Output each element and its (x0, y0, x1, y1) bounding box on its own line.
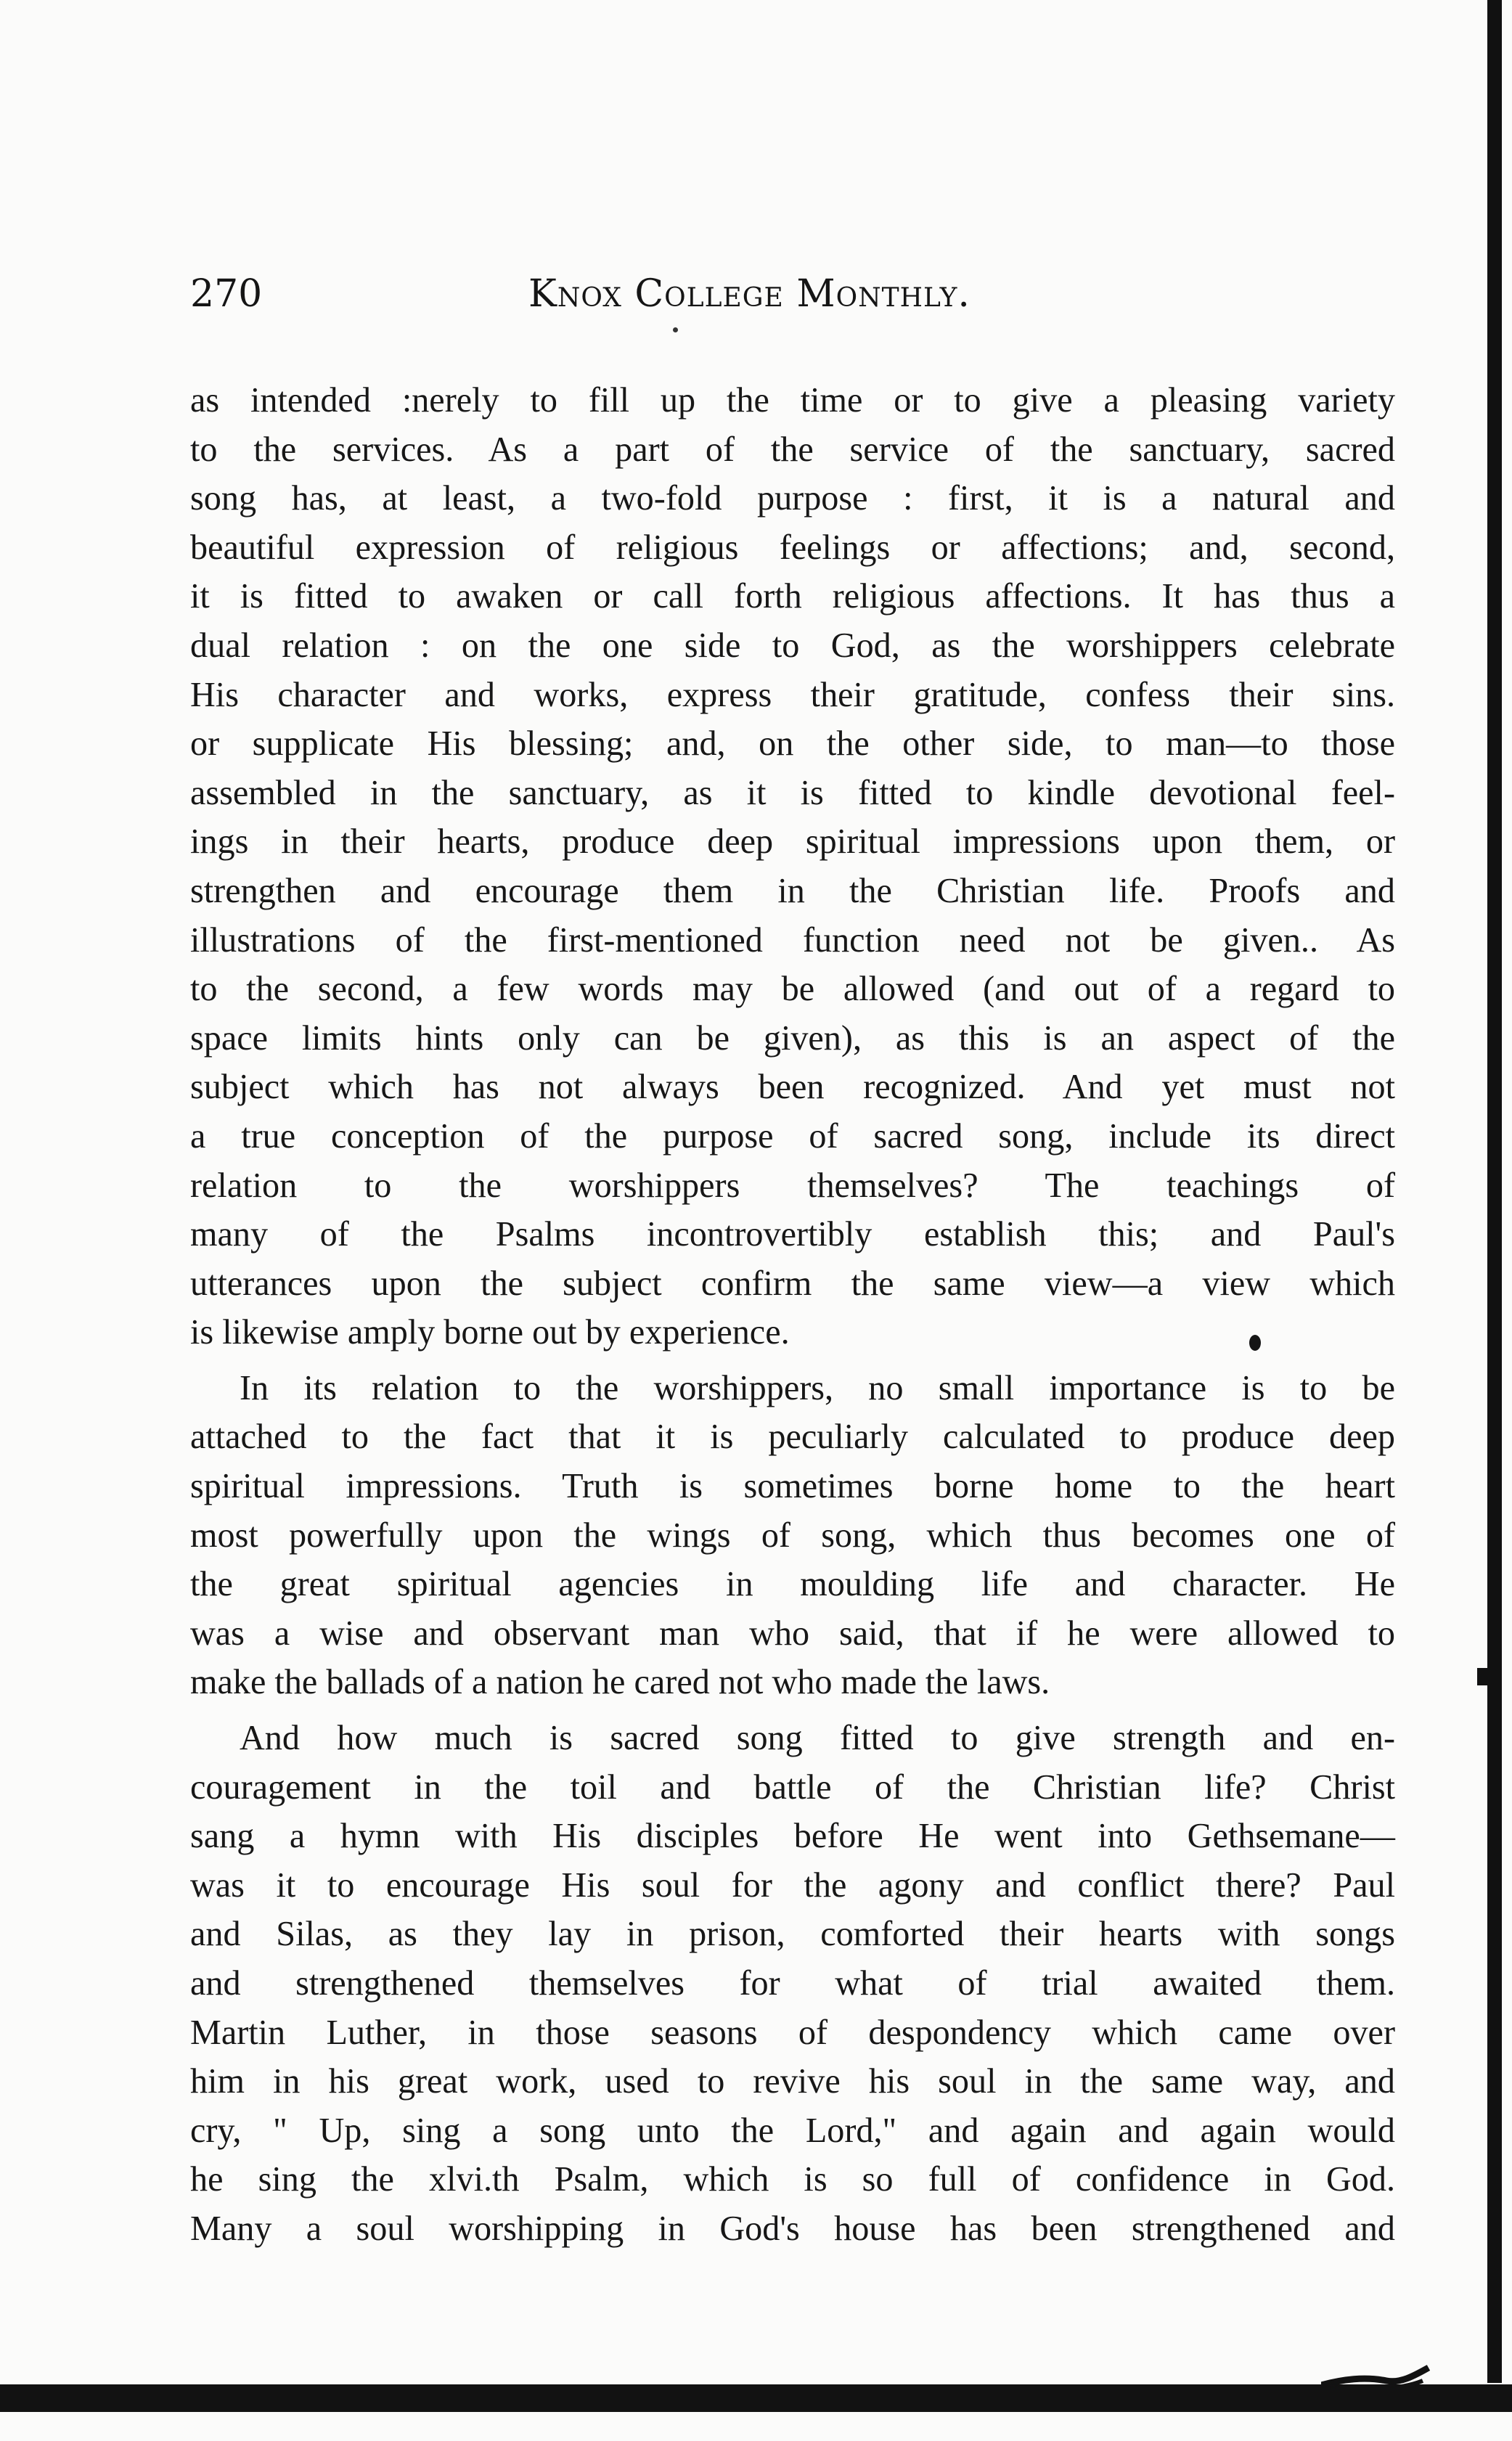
text-line: illustrations of the first-mentioned function need not be given.. As (190, 920, 1395, 960)
page-number: 270 (190, 272, 263, 316)
text-line: Martin Luther, in those seasons of despondency which came over (190, 2013, 1395, 2052)
text-line: space limits hints only can be given), as this is an aspect of the (190, 1018, 1395, 1058)
text-line: In its relation to the worshippers, no small importance is to be (240, 1368, 1395, 1407)
text-line: His character and works, express their gratitude, confess their sins. (190, 675, 1395, 714)
text-line: sang a hymn with His disciples before He went into Gethsemane— (190, 1817, 1395, 1856)
text-line: he sing the xlvi.th Psalm, which is so full of confidence in God. (190, 2160, 1395, 2199)
text-line: strengthen and encourage them in the Christian life. Proofs and (190, 871, 1395, 910)
scan-curl-mark (1321, 2359, 1430, 2395)
right-edge-rule (1487, 0, 1502, 2383)
paragraph-3 (190, 1714, 1395, 2254)
running-title: Knox College Monthly. (528, 272, 970, 316)
bottom-edge-rule (0, 2384, 1512, 2412)
text-line: a true conception of the purpose of sacred song, include its direct (190, 1116, 1395, 1156)
text-line: him in his great work, used to revive his soul in the same way, and (190, 2062, 1395, 2101)
header-dot (673, 327, 678, 332)
text-line: or supplicate His blessing; and, on the other side, to man—to those (190, 724, 1395, 764)
text-line: and Silas, as they lay in prison, comforted their hearts with songs (190, 1915, 1395, 1954)
text-line: to the second, a few words may be allowed (and out of a regard to (190, 970, 1395, 1009)
paragraph-1 (190, 376, 1395, 1357)
text-line: the great spiritual agencies in moulding life and character. He (190, 1565, 1395, 1604)
text-line: to the services. As a part of the service of the sanctuary, sacred (190, 430, 1395, 469)
right-edge-notch (1477, 1668, 1487, 1685)
text-line: it is fitted to awaken or call forth religious affections. It has thus a (190, 577, 1395, 616)
text-line: many of the Psalms incontrovertibly establish this; and Paul's (190, 1215, 1395, 1254)
text-line: dual relation : on the one side to God, as the worshippers celebrate (190, 626, 1395, 665)
text-line: ings in their hearts, produce deep spiritual impressions upon them, or (190, 822, 1395, 862)
text-line: make the ballads of a nation he cared not who made the laws. (190, 1663, 1050, 1702)
text-line: beautiful expression of religious feelings or affections; and, second, (190, 528, 1395, 567)
text-line: spiritual impressions. Truth is sometimes borne home to the heart (190, 1467, 1395, 1506)
bullet-mark (1249, 1335, 1261, 1351)
text-line: attached to the fact that it is peculiarly calculated to produce deep (190, 1418, 1395, 1457)
text-line: cry, " Up, sing a song unto the Lord," and again and again would (190, 2111, 1395, 2150)
text-line: assembled in the sanctuary, as it is fitted to kindle devotional feel- (190, 773, 1395, 812)
text-line: subject which has not always been recognized. And yet must not (190, 1068, 1395, 1107)
text-line: couragement in the toil and battle of the Christian life? Christ (190, 1767, 1395, 1807)
text-line: Many a soul worshipping in God's house has been strengthened and (190, 2209, 1395, 2248)
text-line: is likewise amply borne out by experience. (190, 1313, 790, 1352)
paragraph-2 (190, 1364, 1395, 1707)
text-line: was a wise and observant man who said, that if he were allowed to (190, 1614, 1395, 1653)
text-line: was it to encourage His soul for the agony and conflict there? Paul (190, 1865, 1395, 1905)
text-line: most powerfully upon the wings of song, which thus becomes one of (190, 1516, 1395, 1555)
text-line: as intended :nerely to fill up the time or to give a pleasing variety (190, 381, 1395, 420)
text-line: utterances upon the subject confirm the same view—a view which (190, 1264, 1395, 1303)
text-line: relation to the worshippers themselves? The teachings of (190, 1166, 1395, 1205)
text-line: And how much is sacred song fitted to give strength and en- (240, 1719, 1395, 1758)
text-line: song has, at least, a two-fold purpose : first, it is a natural and (190, 479, 1395, 518)
page-header (190, 272, 1395, 330)
body-text (190, 376, 1395, 2254)
text-line: and strengthened themselves for what of trial awaited them. (190, 1964, 1395, 2003)
